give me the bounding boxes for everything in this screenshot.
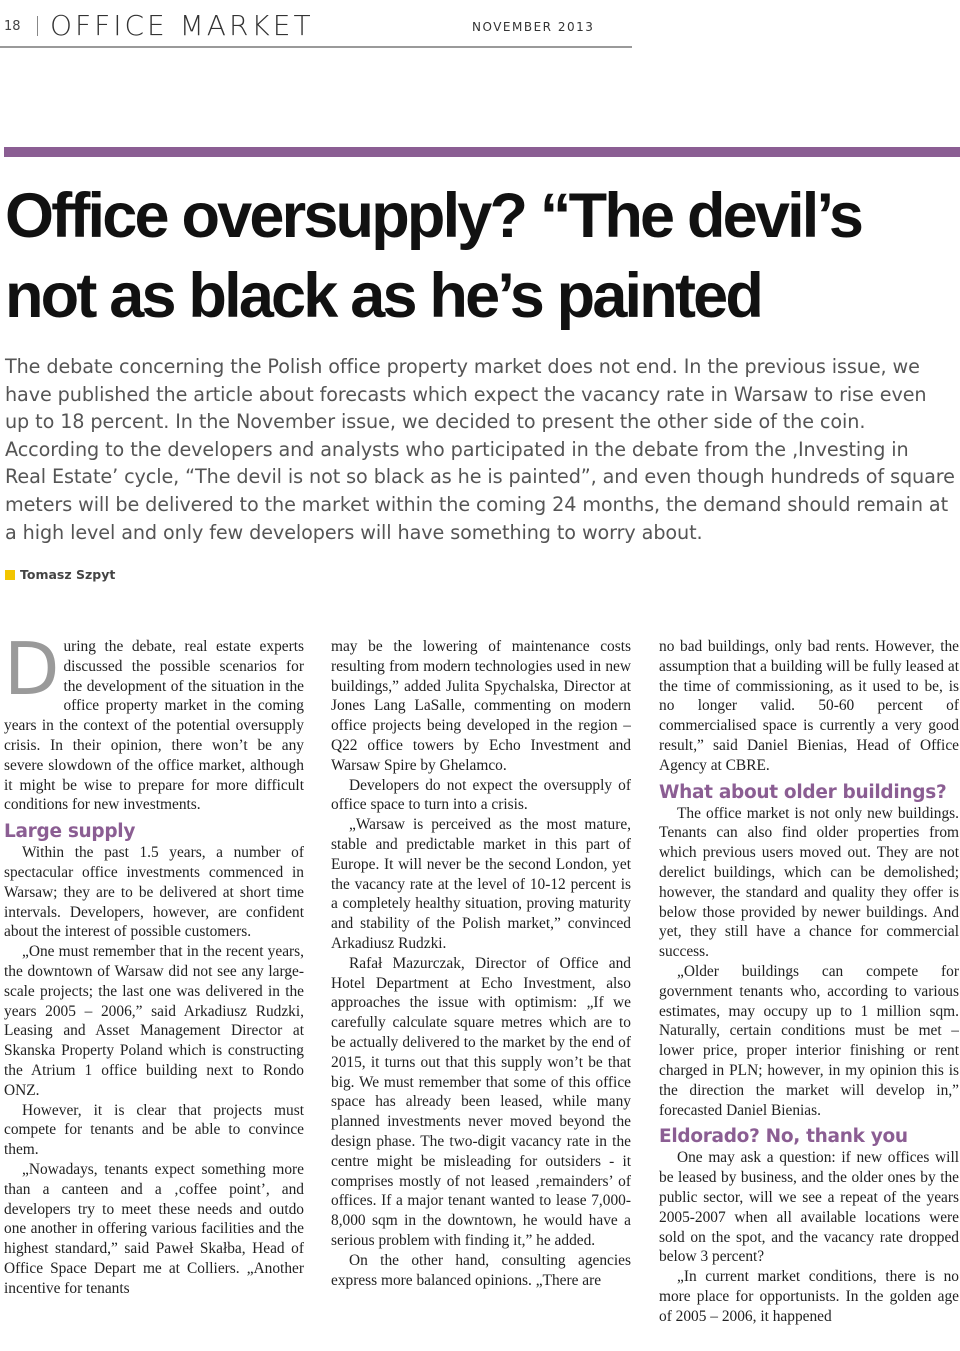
paragraph-text: uring the debate, real estate experts discussed the possible scenarios for the development of the situation in the office property market in the coming years in the context of the potential oversupply crisis. In their opinion, there won’t be any severe slowdown of the office market, although it might be wise to prepare for more difficult conditions for new investments. <box>4 638 304 814</box>
drop-cap: D <box>4 637 60 711</box>
text-column-2 <box>331 637 631 1349</box>
subheading-older-buildings: What about older buildings? <box>659 781 947 803</box>
paragraph: Within the past 1.5 years, a number of spectacular office investments commenced in Warsaw; they are to be delivered at short time intervals. Developers, however, are confident about the interest of possible customers. <box>4 844 304 941</box>
paragraph <box>4 637 304 815</box>
paragraph: may be the lowering of maintenance costs resulting from modern technologies used in new buildings,” added Julita Spychalska, Director at Jones Lang LaSalle, commenting on modern office projects being developed in the region – Q22 office towers by Echo Investment and Warsaw Spire by Ghelamco. <box>331 638 631 774</box>
section-title: OFFICE MARKET <box>50 9 314 42</box>
paragraph: „Nowadays, tenants expect something more than a canteen and a ‚coffee point’, and developers try to meet these needs and outdo one another in offering various facilities and the highest standard,” said Paweł Skałba, Head of Office Space Depart me at Colliers. „Another incentive for tenants <box>4 1160 304 1297</box>
author-byline <box>5 566 115 584</box>
issue-date: NOVEMBER 2013 <box>472 20 595 34</box>
paragraph: Rafał Mazurczak, Director of Office and Hotel Department at Echo Investment, also approaches the issue with optimism: „If we carefully calculate square metres which are to be actually delivered to the market by the end of 2015, it turns out that this supply won’t be that big. We must remember that some of this office space has already been leased, while many planned investments never moved beyond the design phase. The two-digit vacancy rate in the centre might be misleading for outsiders - it comprises mostly of not leased ‚remainders’ of offices. If a major tenant wanted to lease 7,000-8,000 sqm in the downtown, he would have a serious problem with finding it,” he added. <box>331 954 631 1249</box>
subheading-large-supply: Large supply <box>4 821 136 843</box>
paragraph: One may ask a question: if new offices will be leased by business, and the older ones by the public sector, will we see a repeat of the years 2005-2007 when all available locations were sold on the spot, and the vacancy rate dropped below 3 percent? <box>659 1149 959 1266</box>
paragraph: „Older buildings can compete for government tenants who, according to various estimates, may occupy up to 1 million sqm. Naturally, certain conditions must be met – lower price, proper interior finishing or rent charged in PLN; however, in my opinion this is the direction the market will develop in,” forecasted Daniel Bienias. <box>659 962 959 1119</box>
page-number: 18 <box>4 19 21 34</box>
header-rule <box>0 46 632 48</box>
text-column-3 <box>659 637 959 1349</box>
article-lead: The debate concerning the Polish office property market does not end. In the previous issue, we have published the article about forecasts which expect the vacancy rate in Warsaw to rise even up to 18 percent. In the November issue, we decided to present the other side of the coin. According to the developers and analysts who participated in the debate from the ‚Investing in Real Estate’ cycle, “The devil is not so black as he is painted”, and even though hundreds of square meters will be delivered to the market within the coming 24 months, the demand should remain at a high level and only few developers will have something to worry about. <box>5 355 955 544</box>
text-column-1 <box>4 637 304 1349</box>
paragraph: „In current market conditions, there is no more place for opportunists. In the golden age of 2005 – 2006, it happened <box>659 1268 959 1325</box>
paragraph: Developers do not expect the oversupply of office space to turn into a crisis. <box>331 776 631 814</box>
subheading-eldorado: Eldorado? No, thank you <box>659 1126 908 1148</box>
paragraph: no bad buildings, only bad rents. However, the assumption that a building will be fully leased at the time of commissioning, as it used to be, is no longer valid. 50-60 percent of commercialised space is currently a very good result,” said Daniel Bienias, Head of Office Agency at CBRE. <box>659 638 959 774</box>
paragraph: The office market is not only new buildings. Tenants can also find older properties from which previous users moved out. They are not derelict buildings, which can be demolished; however, the standard and quality they offer is below those provided by newer buildings. And yet, they still have a chance for commercial success. <box>659 804 959 961</box>
paragraph: On the other hand, consulting agencies express more balanced opinions. „There are <box>331 1251 631 1289</box>
author-name: Tomasz Szpyt <box>20 567 116 582</box>
accent-bar <box>4 147 960 157</box>
paragraph: However, it is clear that projects must compete for tenants and be able to convince them. <box>4 1101 304 1159</box>
article-title: Office oversupply? “The devil’s not as black as he’s painted <box>5 181 862 331</box>
author-marker-icon <box>5 570 15 580</box>
paragraph: „One must remember that in the recent years, the downtown of Warsaw did not see any large-scale projects; the last one was delivered in the years 2005 – 2006,” said Arkadiusz Rudzki, Leasing and Asset Management Director at Skanska Property Poland which is constructing the Atrium 1 office building next to Rondo ONZ. <box>4 943 304 1099</box>
page-header <box>0 0 960 50</box>
paragraph: „Warsaw is perceived as the most mature, stable and predictable market in this part of Europe. It will never be the second London, yet the vacancy rate at the level of 10-12 percent is a completely healthy situation, proving maturity and stability of the Polish market,” convinced Arkadiusz Rudzki. <box>331 816 631 952</box>
header-separator <box>37 16 38 36</box>
